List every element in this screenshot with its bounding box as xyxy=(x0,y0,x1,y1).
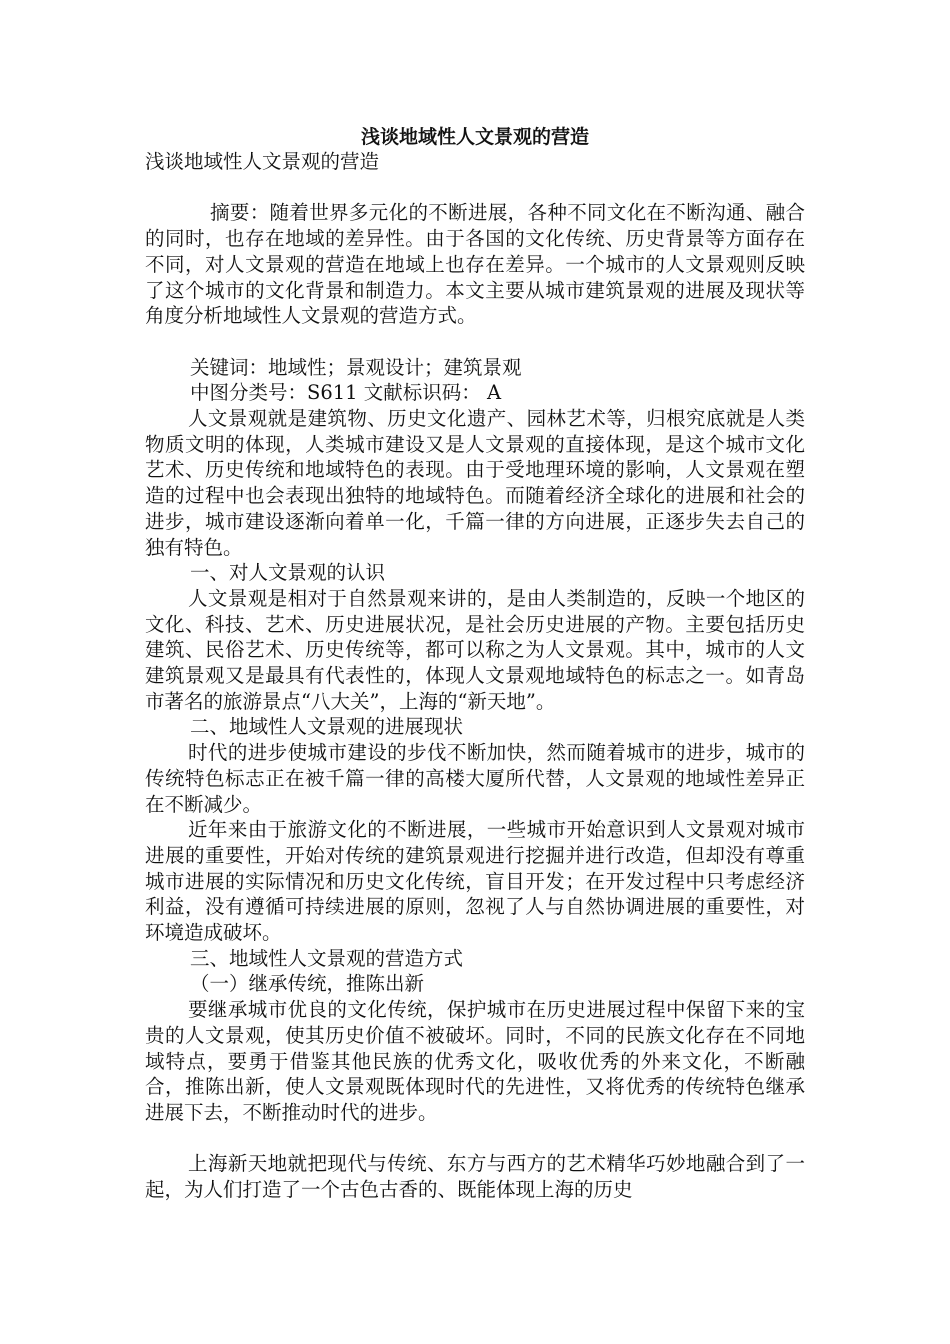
blank-line xyxy=(145,175,805,201)
section-2-paragraph-1: 时代的进步使城市建设的步伐不断加快，然而随着城市的进步，城市的传统特色标志正在被千篇一律的高楼大厦所代替，人文景观的地域性差异正在不断减少。 xyxy=(145,741,805,816)
section-3-paragraph-1: 要继承城市优良的文化传统，保护城市在历史进展过程中保留下来的宝贵的人文景观，使其历史价值不被破坏。同时，不同的民族文化存在不同地域特点，要勇于借鉴其他民族的优秀文化，吸收优秀的外来文化，不断融合，推陈出新，使人文景观既体现时代的先进性，又将优秀的传统特色继承进展下去，不断推动时代的进步。 xyxy=(145,998,805,1124)
document-subtitle: 浅谈地域性人文景观的营造 xyxy=(145,150,380,173)
section-3-paragraph-2: 上海新天地就把现代与传统、东方与西方的艺术精华巧妙地融合到了一起，为人们打造了一个古色古香的、既能体现上海的历史 xyxy=(145,1152,805,1202)
intro-paragraph: 人文景观就是建筑物、历史文化遗产、园林艺术等，归根究底就是人类物质文明的体现，人类城市建设又是人文景观的直接体现，是这个城市文化艺术、历史传统和地域特色的表现。由于受地理环境的影响，人文景观在塑造的过程中也会表现出独特的地域特色。而随着经济全球化的进展和社会的进步，城市建设逐渐向着单一化，千篇一律的方向进展，正逐步失去自己的独有特色。 xyxy=(145,407,805,559)
document-body xyxy=(145,149,805,1203)
document-title: 浅谈地域性人文景观的营造 xyxy=(360,126,589,148)
section-heading-3: 三、地域性人文景观的营造方式 xyxy=(190,946,464,970)
section-heading-1: 一、对人文景观的认识 xyxy=(190,561,386,585)
keywords-line: 关键词：地域性；景观设计；建筑景观 xyxy=(190,355,522,379)
section-heading-2: 二、地域性人文景观的进展现状 xyxy=(190,715,464,739)
abstract-paragraph: 摘要：随着世界多元化的不断进展，各种不同文化在不断沟通、融合的同时，也存在地域的差异性。由于各国的文化传统、历史背景等方面存在不同，对人文景观的营造在地域上也存在差异。一个城市的人文景观则反映了这个城市的文化背景和制造力。本文主要从城市建筑景观的进展及现状等角度分析地域性人文景观的营造方式。 xyxy=(145,201,805,328)
blank-line xyxy=(145,1126,805,1152)
section-3-subheading-1: （一）继承传统，推陈出新 xyxy=(190,972,425,996)
classification-line: 中图分类号：S611 文献标识码： A xyxy=(190,381,502,405)
section-1-paragraph: 人文景观是相对于自然景观来讲的，是由人类制造的，反映一个地区的文化、科技、艺术、历史进展状况，是社会历史进展的产物。主要包括历史建筑、民俗艺术、历史传统等，都可以称之为人文景观。其中，城市的人文建筑景观又是最具有代表性的，体现人文景观地域特色的标志之一。如青岛市著名的旅游景点“八大关”，上海的“新天地”。 xyxy=(145,586,805,713)
blank-line xyxy=(145,329,805,355)
section-2-paragraph-2: 近年来由于旅游文化的不断进展，一些城市开始意识到人文景观对城市进展的重要性，开始对传统的建筑景观进行挖掘并进行改造，但却没有尊重城市进展的实际情况和历史文化传统，盲目开发；在开发过程中只考虑经济利益，没有遵循可持续进展的原则，忽视了人与自然协调进展的重要性，对环境造成破坏。 xyxy=(145,818,805,945)
